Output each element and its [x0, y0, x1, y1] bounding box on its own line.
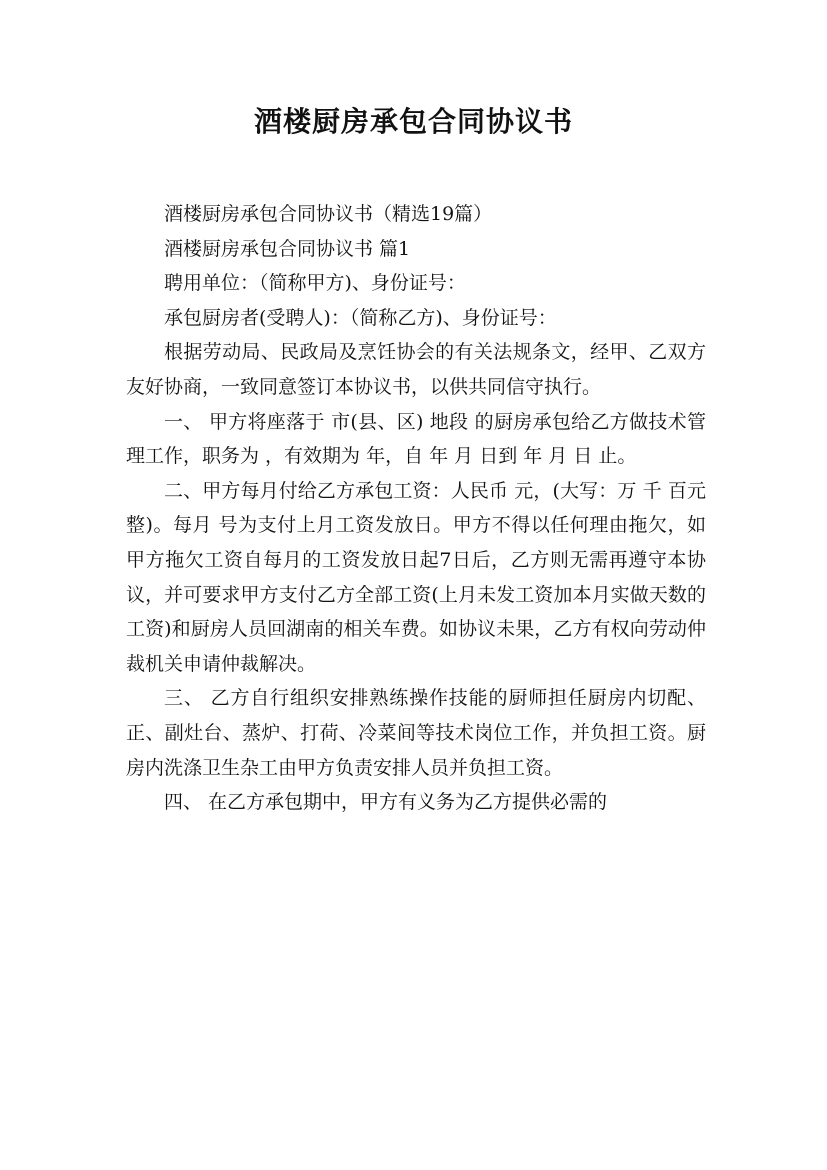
document-title: 酒楼厨房承包合同协议书: [253, 105, 573, 138]
paragraph-clause-3: 三、 乙方自行组织安排熟练操作技能的厨师担任厨房内切配、正、副灶台、蒸炉、打荷、冷菜间等技术岗位工作，并负担工资。厨房内洗涤卫生杂工由甲方负责安排人员并负担工资。: [126, 687, 706, 779]
paragraph-clause-4: 四、 在乙方承包期中，甲方有义务为乙方提供必需的: [164, 791, 608, 814]
paragraph-contractor: 承包厨房者(受聘人)：（简称乙方)、身份证号：: [164, 306, 557, 329]
paragraph-preamble: 根据劳动局、民政局及烹饪协会的有关法规条文，经甲、乙双方友好协商，一致同意签订本协议书，以供共同信守执行。: [126, 341, 706, 398]
paragraph-article-heading: 酒楼厨房承包合同协议书 篇1: [164, 237, 411, 260]
paragraph-collection-title: 酒楼厨房承包合同协议书（精选19篇）: [164, 203, 493, 225]
paragraph-clause-1: 一、 甲方将座落于 市(县、区) 地段 的厨房承包给乙方做技术管理工作，职务为 ，有效期为 年，自 年 月 日到 年 月 日 止。: [126, 410, 706, 468]
paragraph-clause-2: 二、甲方每月付给乙方承包工资：人民币 元，(大写：万 千 百元整)。每月 号为支付上月工资发放日。甲方不得以任何理由拖欠，如甲方拖欠工资自每月的工资发放日起7日后，乙方则无需再遵守本协议，并可要求甲方支付乙方全部工资(上月未发工资加本月实做天数的工资)和厨房人员回湖南的相关车费。如协议未果，乙方有权向劳动仲裁机关申请仲裁解决。: [126, 479, 706, 675]
paragraph-employer: 聘用单位：（简称甲方)、身份证号：: [164, 272, 466, 295]
document-body: [126, 197, 706, 820]
